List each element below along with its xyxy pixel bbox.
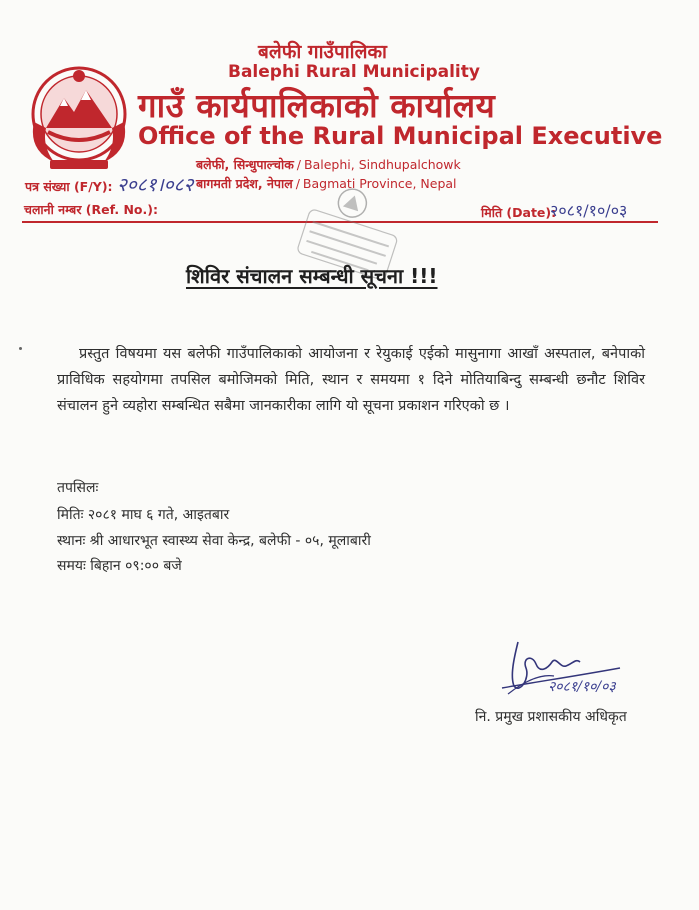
detail-place: स्थानः श्री आधारभूत स्वास्थ्य सेवा केन्द्र, बलेफी - ०५, मूलाबारी xyxy=(57,533,371,549)
signer-title: नि. प्रमुख प्रशासकीय अधिकृत xyxy=(475,709,627,725)
margin-mark xyxy=(19,347,22,350)
address-line-1: बलेफी, सिन्धुपाल्चोक / Balephi, Sindhupalchowk xyxy=(196,157,461,172)
detail-time: समयः बिहान ०९:०० बजे xyxy=(57,558,182,574)
office-name-en-small: Balephi Rural Municipality xyxy=(228,62,480,82)
date-label: मिति (Date): xyxy=(481,205,557,220)
details-heading: तपसिलः xyxy=(57,480,99,496)
signature-date: २०८१/१०/०३ xyxy=(548,679,616,695)
nepal-emblem-icon xyxy=(24,62,134,174)
fy-value: २०८१।०८२ xyxy=(117,174,194,196)
notice-title: शिविर संचालन सम्बन्धी सूचना !!! xyxy=(186,264,438,288)
office-name-np-small: बलेफी गाउँपालिका xyxy=(258,41,387,63)
address-2-np: बागमती प्रदेश, नेपाल xyxy=(196,176,293,191)
detail-date: मितिः २०८१ माघ ६ गते, आइतबार xyxy=(57,507,230,523)
ref-label: चलानी नम्बर (Ref. No.): xyxy=(24,202,158,217)
address-2-en: Bagmati Province, Nepal xyxy=(302,176,457,191)
address-1-en: Balephi, Sindhupalchowk xyxy=(304,157,461,172)
fy-label: पत्र संख्या (F/Y): xyxy=(25,179,113,194)
notice-paragraph xyxy=(57,341,645,419)
address-1-np: बलेफी, सिन्धुपाल्चोक xyxy=(196,157,294,172)
office-title-np: गाउँ कार्यपालिकाको कार्यालय xyxy=(138,86,496,125)
office-title-en: Office of the Rural Municipal Executive xyxy=(138,122,663,150)
date-value: २०८१/१०/०३ xyxy=(550,201,628,220)
address-line-2: बागमती प्रदेश, नेपाल / Bagmati Province, Nepal xyxy=(196,176,457,191)
notice-paragraph-text: प्रस्तुत विषयमा यस बलेफी गाउँपालिकाको आयोजना र रेयुकाई एईको मासुनागा आखाँ अस्पताल, बनेपाको प्राविधिक सहयोगमा तपसिल बमोजिमको मिति, स्थान र समयमा १ दिने मोतियाबिन्दु सम्बन्धी छनौट शिविर संचालन हुने व्यहोरा सम्बन्धित सबैमा जानकारीका लागि यो सूचना प्रकाशन गरिएको छ । xyxy=(57,346,645,414)
